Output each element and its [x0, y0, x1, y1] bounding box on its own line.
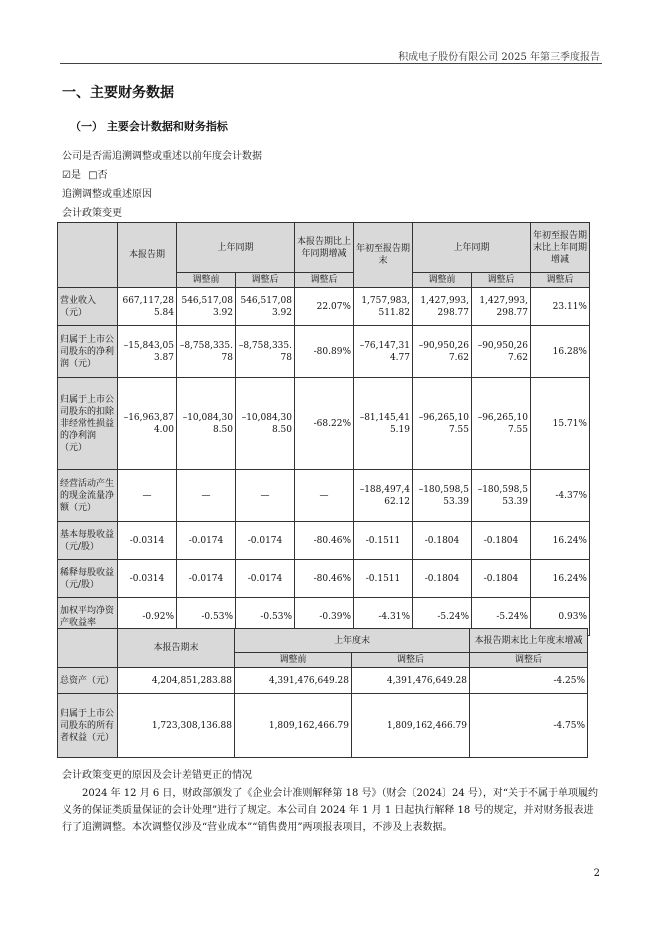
cell: –8,758,335.78 — [177, 326, 236, 378]
report-header: 积成电子股份有限公司 2025 年第三季度报告 — [398, 52, 600, 63]
cell: 1,809,162,466.79 — [352, 694, 470, 758]
header-before-ytd: 调整前 — [413, 273, 472, 288]
table-row — [58, 522, 590, 560]
header-yoy: 本报告期比上年同期增减 — [295, 223, 354, 273]
cell: 23.11% — [531, 288, 590, 326]
cell: –8,758,335.78 — [236, 326, 295, 378]
cell: 546,517,083.92 — [177, 288, 236, 326]
header-after: 调整后 — [236, 273, 295, 288]
cell: –188,497,462.12 — [354, 470, 413, 522]
cell: — — [236, 470, 295, 522]
cell: 1,809,162,466.79 — [235, 694, 352, 758]
cell: -0.0174 — [236, 560, 295, 598]
cell: — — [177, 470, 236, 522]
cell: 4,391,476,649.28 — [352, 668, 470, 694]
cell: 16.24% — [531, 522, 590, 560]
header-change: 本报告期末比上年度末增减 — [470, 629, 588, 653]
cell: –15,843,053.87 — [118, 326, 177, 378]
cell: -4.75% — [470, 694, 588, 758]
cell: 16.28% — [531, 326, 590, 378]
cell: 0.93% — [531, 598, 590, 636]
table-row — [58, 326, 590, 378]
cell: –96,265,107.55 — [413, 378, 472, 470]
retro-question: 公司是否需追溯调整或重述以前年度会计数据 — [62, 151, 262, 162]
page-number: 2 — [593, 868, 600, 879]
cell: -0.1804 — [413, 522, 472, 560]
header-item — [58, 629, 118, 668]
table-row — [58, 668, 588, 694]
row-label: 加权平均净资产收益率 — [58, 598, 118, 636]
cell: 1,723,308,136.88 — [118, 694, 235, 758]
cell: –180,598,553.39 — [413, 470, 472, 522]
cell: — — [118, 470, 177, 522]
no-checkbox[interactable]: □ — [88, 170, 98, 181]
cell: -0.39% — [295, 598, 354, 636]
header-after-ytd: 调整后 — [472, 273, 531, 288]
cell: -0.0174 — [177, 522, 236, 560]
cell: 22.07% — [295, 288, 354, 326]
header-after-yoy: 调整后 — [295, 273, 354, 288]
table-row — [58, 560, 590, 598]
retro-options — [62, 166, 108, 181]
cell: 667,117,285.84 — [118, 288, 177, 326]
cell: -0.0314 — [118, 560, 177, 598]
retro-reason-value: 会计政策变更 — [62, 208, 122, 219]
header-before: 调整前 — [177, 273, 236, 288]
cell: 546,517,083.92 — [236, 288, 295, 326]
cell: -0.1804 — [413, 560, 472, 598]
cell: — — [295, 470, 354, 522]
financial-data-table — [57, 222, 590, 636]
header-ytd: 年初至报告期末 — [354, 223, 413, 288]
header-prior-period: 上年同期 — [177, 223, 295, 273]
yes-checkbox[interactable]: ☑ — [62, 170, 71, 181]
header-after: 调整后 — [352, 653, 470, 668]
cell: –16,963,874.00 — [118, 378, 177, 470]
cell: -4.25% — [470, 668, 588, 694]
table-row — [58, 470, 590, 522]
header-current-end: 本报告期末 — [118, 629, 235, 668]
cell: -0.0314 — [118, 522, 177, 560]
header-ytd-yoy: 年初至报告期末比上年同期增减 — [531, 223, 590, 273]
header-after-ytd-yoy: 调整后 — [531, 273, 590, 288]
cell: -0.53% — [177, 598, 236, 636]
cell: -5.24% — [472, 598, 531, 636]
table-row — [58, 378, 590, 470]
row-label: 基本每股收益（元/股） — [58, 522, 118, 560]
cell: 15.71% — [531, 378, 590, 470]
row-label: 营业收入（元） — [58, 288, 118, 326]
row-label: 总资产（元） — [58, 668, 118, 694]
cell: -68.22% — [295, 378, 354, 470]
row-label: 归属于上市公司股东的净利润（元） — [58, 326, 118, 378]
notes-body: 2024 年 12 月 6 日，财政部颁发了《企业会计准则解释第 18 号》（财会〔2024〕24 号），对“关于不属于单项履约义务的保证类质量保证的会计处理”进行了规定。本公司自 2024 年 1 月 1 日起执行解释 18 号的规定，并对财务报表进行了追溯调整。本次调整仅涉及“营业成本”“销售费用”两项报表项目，不涉及上表数据。 — [62, 788, 598, 833]
cell: -0.92% — [118, 598, 177, 636]
header-after-change: 调整后 — [470, 653, 588, 668]
section-title: 一、主要财务数据 — [62, 85, 174, 101]
cell: -0.1804 — [472, 522, 531, 560]
cell: -0.1804 — [472, 560, 531, 598]
cell: –81,145,415.19 — [354, 378, 413, 470]
cell: -0.1511 — [354, 560, 413, 598]
cell: -4.31% — [354, 598, 413, 636]
cell: –90,950,267.62 — [472, 326, 531, 378]
cell: -80.89% — [295, 326, 354, 378]
no-label: 否 — [97, 170, 108, 181]
row-label: 经营活动产生的现金流量净额（元） — [58, 470, 118, 522]
yes-label: 是 — [70, 170, 81, 181]
cell: –76,147,314.77 — [354, 326, 413, 378]
cell: 1,757,983,511.82 — [354, 288, 413, 326]
cell: 1,427,993,298.77 — [413, 288, 472, 326]
header-before: 调整前 — [235, 653, 352, 668]
header-prior-ytd: 上年同期 — [413, 223, 531, 273]
cell: –90,950,267.62 — [413, 326, 472, 378]
table-row — [58, 288, 590, 326]
cell: -4.37% — [531, 470, 590, 522]
cell: –10,084,308.50 — [236, 378, 295, 470]
cell: 1,427,993,298.77 — [472, 288, 531, 326]
subsection-title: （一） 主要会计数据和财务指标 — [70, 120, 228, 133]
cell: 4,391,476,649.28 — [235, 668, 352, 694]
cell: -80.46% — [295, 522, 354, 560]
row-label: 归属于上市公司股东的所有者权益（元） — [58, 694, 118, 758]
balance-sheet-table — [57, 628, 588, 758]
header-item — [58, 223, 118, 288]
cell: -0.0174 — [177, 560, 236, 598]
cell: -5.24% — [413, 598, 472, 636]
header-divider — [60, 63, 602, 64]
cell: 4,204,851,283.88 — [118, 668, 235, 694]
cell: –10,084,308.50 — [177, 378, 236, 470]
cell: -0.0174 — [236, 522, 295, 560]
cell: –180,598,553.39 — [472, 470, 531, 522]
header-current: 本报告期 — [118, 223, 177, 288]
notes-title: 会计政策变更的原因及会计差错更正的情况 — [62, 770, 252, 781]
cell: -0.1511 — [354, 522, 413, 560]
header-prior-year-end: 上年度末 — [235, 629, 470, 653]
table-row — [58, 694, 588, 758]
cell: –96,265,107.55 — [472, 378, 531, 470]
retro-reason-label: 追溯调整或重述原因 — [62, 189, 152, 200]
cell: 16.24% — [531, 560, 590, 598]
cell: -0.53% — [236, 598, 295, 636]
row-label: 稀释每股收益（元/股） — [58, 560, 118, 598]
cell: -80.46% — [295, 560, 354, 598]
row-label: 归属于上市公司股东的扣除非经常性损益的净利润（元） — [58, 378, 118, 470]
